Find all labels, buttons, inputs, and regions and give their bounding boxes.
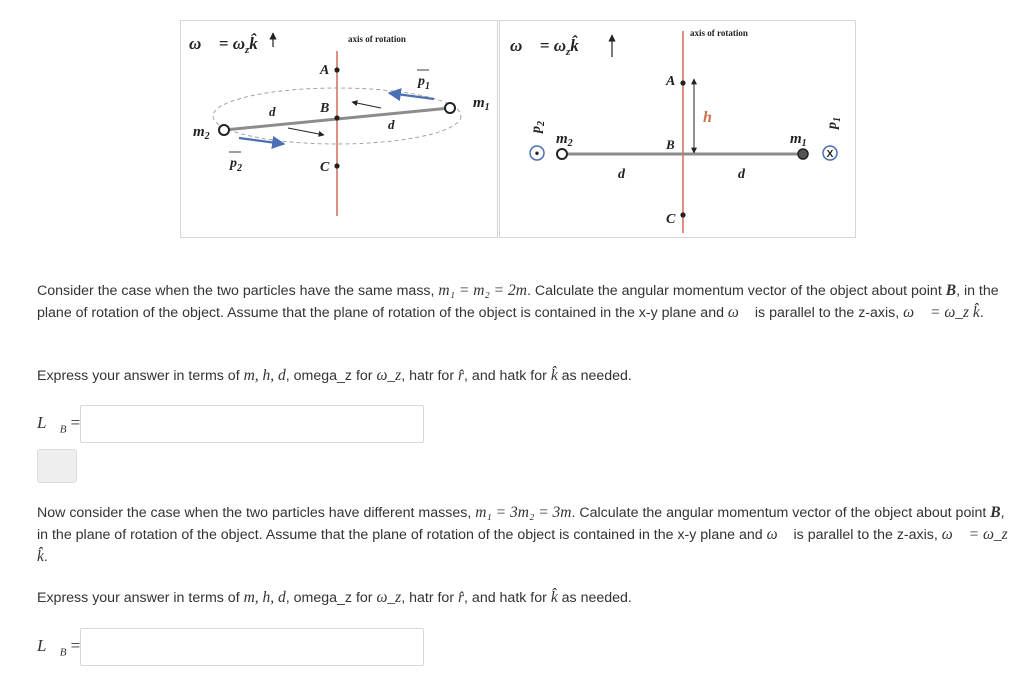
momentum-p2-label (529, 121, 547, 134)
point-a-dot (680, 80, 685, 85)
mass-m2-label: $m_2$ (193, 124, 210, 142)
svg-text:p2: $p_2$ (529, 121, 547, 133)
point-a-label: A (320, 63, 330, 78)
point-a-dot (334, 67, 339, 72)
mass-m2 (557, 149, 567, 159)
mass-m2 (219, 125, 229, 135)
question1-text: Consider the case when the two particles have the same mass, m₁ = m₂ = 2m. Calculate the angular momentum vector of the object about point B, in the plane of rotation of the object. Assume that the plane of rotation of the object is contained in the x-y plane and ω⃗ is parallel to the z-axis, ω⃗ = ω_z k̂. (37, 282, 999, 321)
omega-equation: ω⃗ = $\omega_zk̂$ (510, 36, 579, 58)
answer1-input[interactable] (80, 405, 424, 443)
point-c-label: C (666, 212, 676, 227)
figure-left-panel (180, 20, 498, 238)
mass-m1 (445, 103, 455, 113)
rotation-arrow-top-icon (352, 102, 381, 108)
point-b-dot (334, 115, 339, 120)
mass-m2-label: $m_2$ (556, 131, 573, 149)
axis-of-rotation-label: axis of rotation (690, 28, 748, 38)
distance-d-label-left: d (618, 167, 625, 182)
question2-instructions: Express your answer in terms of m, h, d, omega_z for ω_z, hatr for r̂, and hatk for k̂ as needed. (37, 589, 632, 606)
point-a-label: A (666, 74, 676, 89)
point-c-dot (680, 212, 685, 217)
distance-d-label-left: d (269, 104, 276, 119)
answer1-label: $L⃗_B$ = (37, 413, 81, 436)
question2-text: Now consider the case when the two particles have different masses, m₁ = 3m₂ = 3m. Calculate the angular momentum vector of the object about point B, in the plane of rotation of the object. Assume that the plane of rotation of the object is contained in the x-y plane and ω⃗ is parallel to the z-axis, ω⃗ = ω_z k̂. (37, 504, 1008, 565)
answer2-input[interactable] (80, 628, 424, 666)
point-c-dot (334, 163, 339, 168)
point-b-label: B (320, 101, 330, 116)
svg-text:p1: $p_1$ (825, 117, 843, 129)
mass-m1-label: $m_1$ (790, 131, 807, 149)
height-h-label: h (703, 109, 712, 126)
figure-left-svg (181, 21, 497, 237)
momentum-p1-label: $p_1$ (418, 74, 430, 92)
question1-instructions: Express your answer in terms of m, h, d, omega_z for ω_z, hatr for r̂, and hatk for k̂ as needed. (37, 367, 632, 384)
out-of-page-dot: • (534, 146, 540, 160)
point-c-label: C (320, 160, 330, 175)
omega-equation: ω⃗ = $\omega_zk̂$ (189, 34, 258, 56)
rotation-arrow-bottom-icon (288, 128, 324, 135)
distance-d-label-right: d (738, 167, 745, 182)
momentum-p2-arrow-icon (239, 138, 284, 144)
figure-right-svg (500, 21, 855, 237)
momentum-p1-label (825, 117, 843, 130)
point-b-label: B (666, 137, 675, 152)
answer1-equation-editor-button[interactable] (37, 449, 77, 483)
into-page-cross: X (826, 149, 834, 160)
axis-of-rotation-label: axis of rotation (348, 34, 406, 44)
distance-d-label-right: d (388, 117, 395, 132)
momentum-p2-label: $p_2$ (230, 156, 242, 174)
mass-m1 (798, 149, 808, 159)
mass-m1-label: $m_1$ (473, 95, 490, 113)
figure-right-panel (499, 20, 856, 238)
answer2-label: $L⃗_B$ = (37, 636, 81, 659)
